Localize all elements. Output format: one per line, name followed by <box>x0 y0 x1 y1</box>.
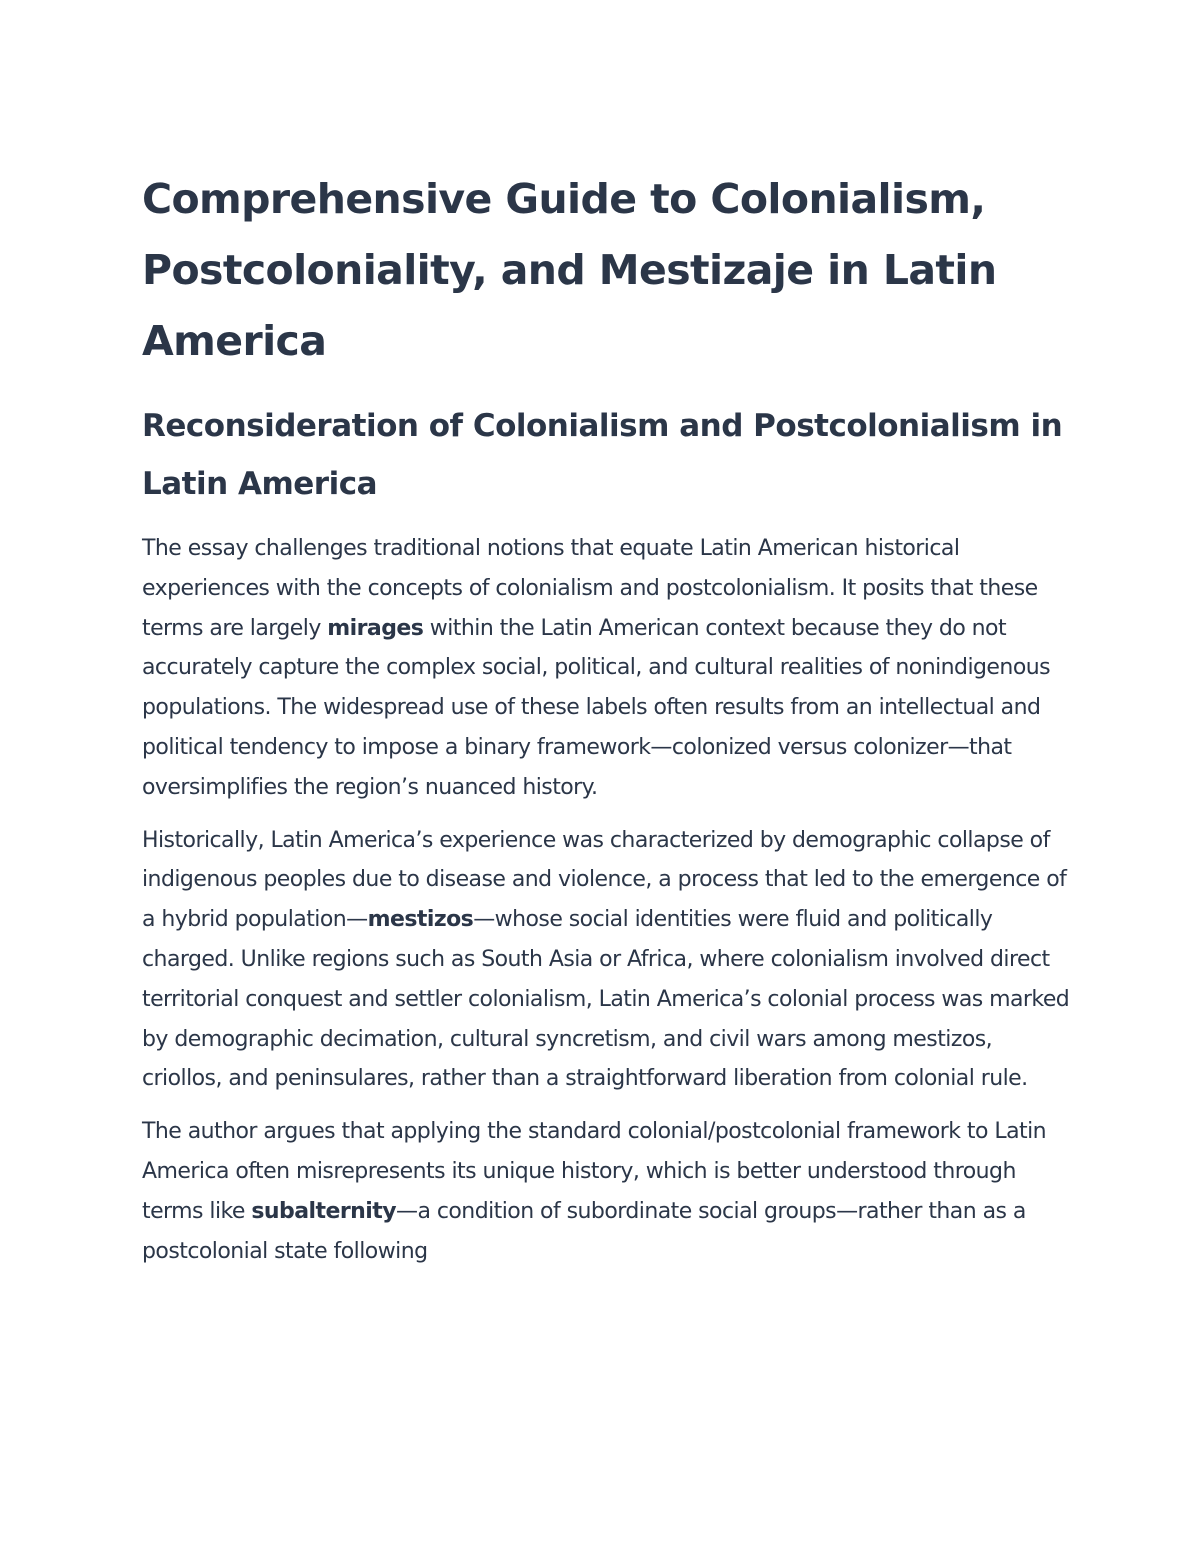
body-paragraph-3 <box>142 1112 1072 1271</box>
paragraph-1-text-end: within the Latin American context because they do not accurately capture the complex social, political, and cultural realities of nonindigenous populations. The widespread use of these labels often results from an intellectual and political tendency to impose a binary framework—colonized versus colonizer—that oversimplifies the region’s nuanced history. <box>142 615 1051 800</box>
section-heading: Reconsideration of Colonialism and Postcolonialism in Latin America <box>142 408 1063 502</box>
document-page <box>142 164 1072 1284</box>
emphasis-subalternity: subalternity <box>251 1198 397 1224</box>
paragraph-1-text-start: The essay challenges traditional notions that equate Latin American historical experiences with the concepts of colonialism and postcolonialism. It posits that these terms are largely <box>142 536 1038 641</box>
document-title: Comprehensive Guide to Colonialism, Postcoloniality, and Mestizaje in Latin America <box>142 175 997 365</box>
paragraph-3-text-start: The author argues that applying the standard colonial/postcolonial framework to Latin America often misrepresents its unique history, which is better understood through terms like <box>142 1119 1047 1224</box>
body-paragraph-2 <box>142 821 1072 1100</box>
paragraph-2-text-start: Historically, Latin America’s experience was characterized by demographic collapse of indigenous peoples due to disease and violence, a process that led to the emergence of a hybrid population— <box>142 827 1067 933</box>
emphasis-mestizos: mestizos <box>367 907 474 933</box>
paragraph-3-text-end: —a condition of subordinate social groups—rather than as a postcolonial state following <box>142 1198 1026 1264</box>
body-paragraph-1 <box>142 529 1072 808</box>
paragraph-2-text-end: —whose social identities were fluid and politically charged. Unlike regions such as South Asia or Africa, where colonialism involved direct territorial conquest and settler colonialism, Latin America’s colonial process was marked by demographic decimation, cultural syncretism, and civil wars among mestizos, criollos, and peninsulares, rather than a straightforward liberation from colonial rule. <box>142 907 1070 1092</box>
emphasis-mirages: mirages <box>327 615 424 641</box>
